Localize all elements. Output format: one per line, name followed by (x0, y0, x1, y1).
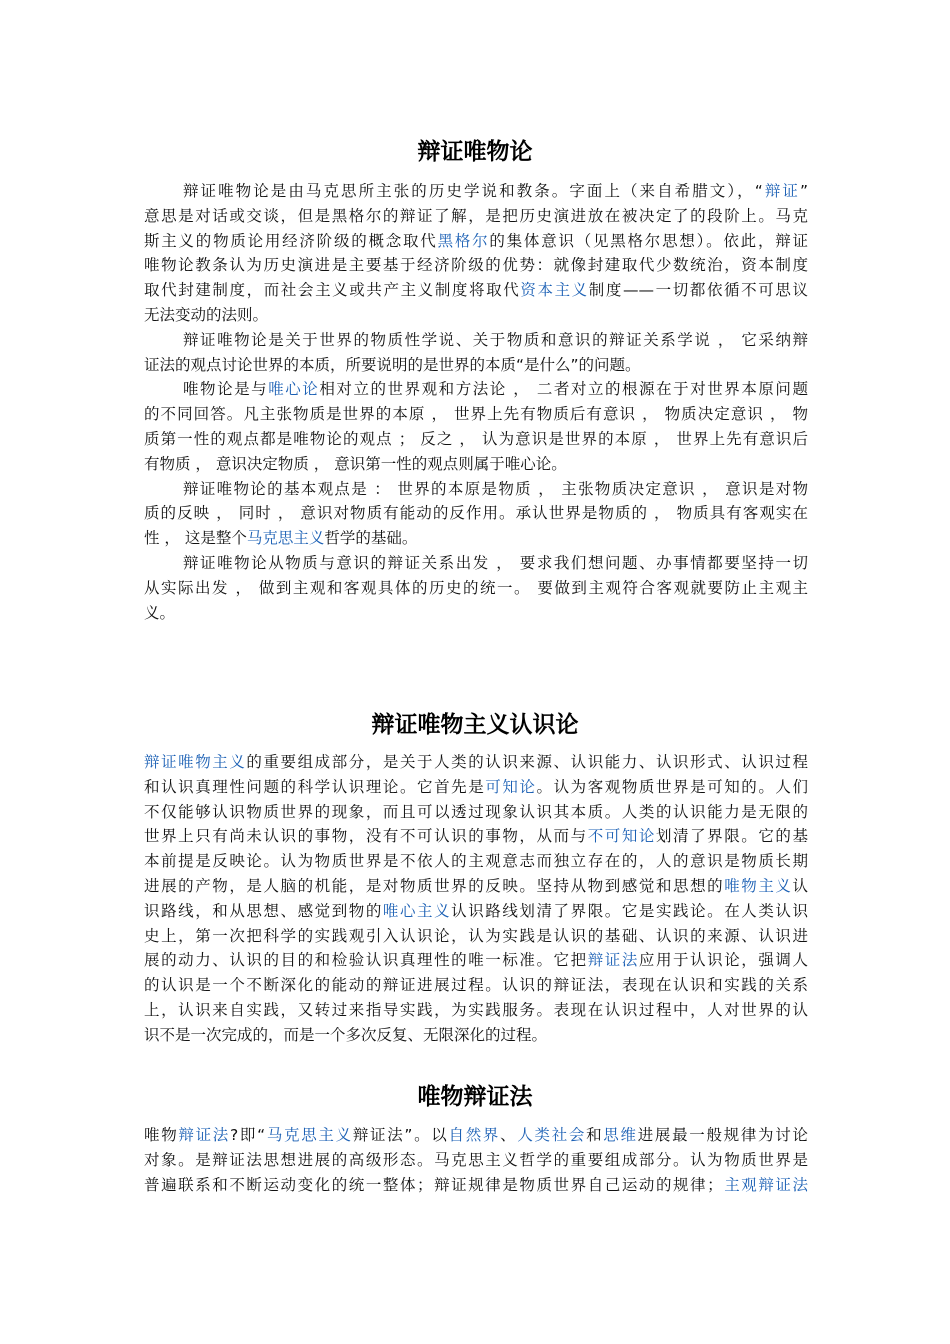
text-run: 证法的观点讨论世界的本质，所要说明的是世界的本质“是什么”的问题。 (144, 355, 641, 374)
inline-link[interactable]: 自然界 (448, 1126, 501, 1144)
text-run: 性 ， 这是整个 (144, 529, 247, 548)
text-run: 和认识真理性问题的科学认识理论。它首先是 (144, 777, 486, 796)
text-run: 的不同回答。凡主张物质是世界的本原 ， 世界上先有物质后有意识 ， 物质决定意识 ， 物 (144, 405, 808, 424)
text-line (144, 477, 808, 502)
section-title-dialectical-materialism: 辩证唯物论 (417, 139, 533, 165)
text-run: 辩证唯物论从物质与意识的辩证关系出发 ， 要求我们想问题、办事情都要坚持一切 (183, 553, 808, 572)
text-line (144, 924, 808, 949)
inline-link[interactable]: 资本主义 (520, 281, 589, 300)
text-line (144, 229, 808, 254)
text-run: 上，认识来自实践，又转过来指导实践，为实践服务。表现在认识过程中，人对世界的认 (144, 1000, 808, 1019)
section-body-dialectical-materialism (144, 179, 808, 625)
text-line (144, 899, 808, 924)
text-line (144, 998, 808, 1023)
inline-link[interactable]: 黑格尔 (437, 231, 490, 250)
text-line (144, 800, 808, 825)
text-run: 世界上只有尚未认识的事物，没有不可认识的事物，从而与 (144, 827, 588, 846)
text-run: 的重要组成部分，是关于人类的认识来源、认识能力、认识形式、认识过程 (246, 753, 808, 771)
text-run: 和 (586, 1126, 604, 1144)
text-run: 对象。是辩证法思想进展的高级形态。马克思主义哲学的重要组成部分。认为物质世界是 (144, 1150, 808, 1169)
text-line (144, 551, 808, 576)
inline-link[interactable]: 马克思主义 (246, 529, 325, 548)
text-line (144, 303, 808, 328)
text-run: ?即“ (229, 1126, 266, 1144)
text-run: 意思是对话或交谈，但是黑格尔的辩证了解，是把历史演进放在被决定了的段阶上。马克 (144, 206, 808, 225)
inline-link[interactable]: 辩证唯物主义 (144, 753, 247, 771)
text-line (144, 328, 808, 353)
text-line (144, 402, 808, 427)
text-run: 识路线，和从思想、感觉到物的 (144, 901, 383, 920)
inline-link[interactable]: 思维 (603, 1126, 638, 1144)
text-run: 的集体意识（见黑格尔思想）。依此，辩证 (489, 231, 808, 250)
text-line (144, 1023, 808, 1048)
text-run: 哲学的基础。 (324, 529, 418, 548)
inline-link[interactable]: 辩证 (762, 182, 800, 200)
inline-link[interactable]: 唯心主义 (382, 901, 452, 920)
text-run: 不仅能够认识物质世界的现象，而且可以透过现象认识其本质。人类的认识能力是无限的 (144, 802, 808, 821)
section-title-epistemology: 辩证唯物主义认识论 (371, 712, 579, 738)
text-run: 划清了界限。它的基 (655, 827, 808, 846)
text-run: 的认识是一个不断深化的能动的辩证进展过程。认识的辩证法，表现在认识和实践的关系 (144, 976, 808, 995)
text-run: 辩证唯物论的基本观点是 ： 世界的本原是物质 ， 主张物质决定意识 ， 意识是对物 (183, 479, 808, 498)
inline-link[interactable]: 辩证法 (587, 951, 639, 970)
text-line (144, 526, 808, 551)
text-line (144, 1123, 808, 1148)
text-run: 斯主义的物质论用经济阶级的概念取代 (144, 231, 438, 250)
text-run: 有物质 ， 意识决定物质 ， 意识第一性的观点则属于唯心论。 (144, 454, 567, 473)
text-run: ” (799, 182, 808, 200)
text-run: 识不是一次完成的，而是一个多次反复、无限深化的过程。 (144, 1025, 548, 1044)
text-run: 普遍联系和不断运动变化的统一整体；辩证规律是物质世界自己运动的规律； (144, 1175, 723, 1194)
inline-link[interactable]: 人类社会 (517, 1126, 587, 1144)
section-body-materialist-dialectics (144, 1123, 808, 1197)
text-run: 相对立的世界观和方法论 ， 二者对立的根源在于对世界本原问题 (319, 380, 808, 399)
text-line (144, 601, 808, 626)
text-line (144, 948, 808, 973)
text-run: 应用于认识论，强调人 (638, 951, 808, 970)
section-title-materialist-dialectics: 唯物辩证法 (417, 1084, 533, 1110)
text-run: 史上，第一次把科学的实践观引入认识论，认为实践是认识的基础、认识的来源、认识进 (144, 926, 808, 945)
text-line (144, 1148, 808, 1173)
text-run: 唯物 (144, 1126, 179, 1144)
inline-link[interactable]: 不可知论 (587, 827, 656, 846)
inline-link[interactable]: 可知论 (485, 777, 537, 796)
text-line (144, 973, 808, 998)
section-body-epistemology (144, 750, 808, 1048)
text-run: 展的动力、认识的目的和检验认识真理性的唯一标准。它把 (144, 951, 588, 970)
text-line (144, 824, 808, 849)
text-line (144, 278, 808, 303)
inline-link[interactable]: 唯物主义 (724, 876, 793, 895)
inline-link[interactable]: 马克思主义 (265, 1126, 353, 1144)
text-run: 辩证法”。以 (352, 1126, 449, 1144)
text-line (144, 179, 808, 204)
text-line (144, 1173, 808, 1198)
text-run: 进展最一般规律为讨论 (637, 1126, 808, 1144)
text-line (144, 874, 808, 899)
text-run: 制度——一切都依循不可思议 (588, 281, 808, 300)
text-line (144, 353, 808, 378)
text-run: 本前提是反映论。认为物质世界是不依人的主观意志而独立存在的，人的意识是物质长期 (144, 852, 808, 871)
inline-link[interactable]: 唯心论 (268, 380, 320, 399)
text-line (144, 501, 808, 526)
text-run: 从实际出发 ， 做到主观和客观具体的历史的统一。 要做到主观符合客观就要防止主观主 (144, 578, 808, 597)
inline-link[interactable]: 主观辩证法 (722, 1175, 808, 1194)
text-run: 无法变动的法则。 (144, 305, 269, 324)
text-line (144, 576, 808, 601)
text-run: 唯物论教条认为历史演进是主要基于经济阶级的优势：就像封建取代少数统治，资本制度 (144, 256, 808, 275)
inline-link[interactable]: 辩证法 (178, 1126, 230, 1144)
text-line (144, 849, 808, 874)
text-run: 认 (792, 876, 808, 895)
text-line (144, 377, 808, 402)
text-line (144, 775, 808, 800)
text-run: 取代封建制度，而社会主义或共产主义制度将取代 (144, 281, 521, 300)
text-run: 辩证唯物论是由马克思所主张的历史学说和教条。字面上（来自希腊文），“ (183, 182, 763, 200)
text-run: 进展的产物，是人脑的机能，是对物质世界的反映。坚持从物到感觉和思想的 (144, 876, 725, 895)
text-run: 辩证唯物论是关于世界的物质性学说、关于物质和意识的辩证关系学说 ， 它采纳辩 (183, 330, 808, 349)
text-line (144, 253, 808, 278)
text-run: 质第一性的观点都是唯物论的观点 ； 反之 ， 认为意识是世界的本原 ， 世界上先有意识后 (144, 429, 808, 448)
text-line (144, 452, 808, 477)
text-run: 。认为客观物质世界是可知的。人们 (536, 777, 808, 796)
text-run: 义。 (144, 603, 176, 622)
text-line (144, 204, 808, 229)
text-run: 、 (500, 1126, 518, 1144)
text-run: 唯物论是与 (183, 380, 269, 399)
text-line (144, 750, 808, 775)
text-run: 质的反映 ， 同时 ， 意识对物质有能动的反作用。承认世界是物质的 ， 物质具有客观实在 (144, 504, 808, 523)
text-run: 认识路线划清了界限。它是实践论。在人类认识 (451, 901, 808, 920)
text-line (144, 427, 808, 452)
